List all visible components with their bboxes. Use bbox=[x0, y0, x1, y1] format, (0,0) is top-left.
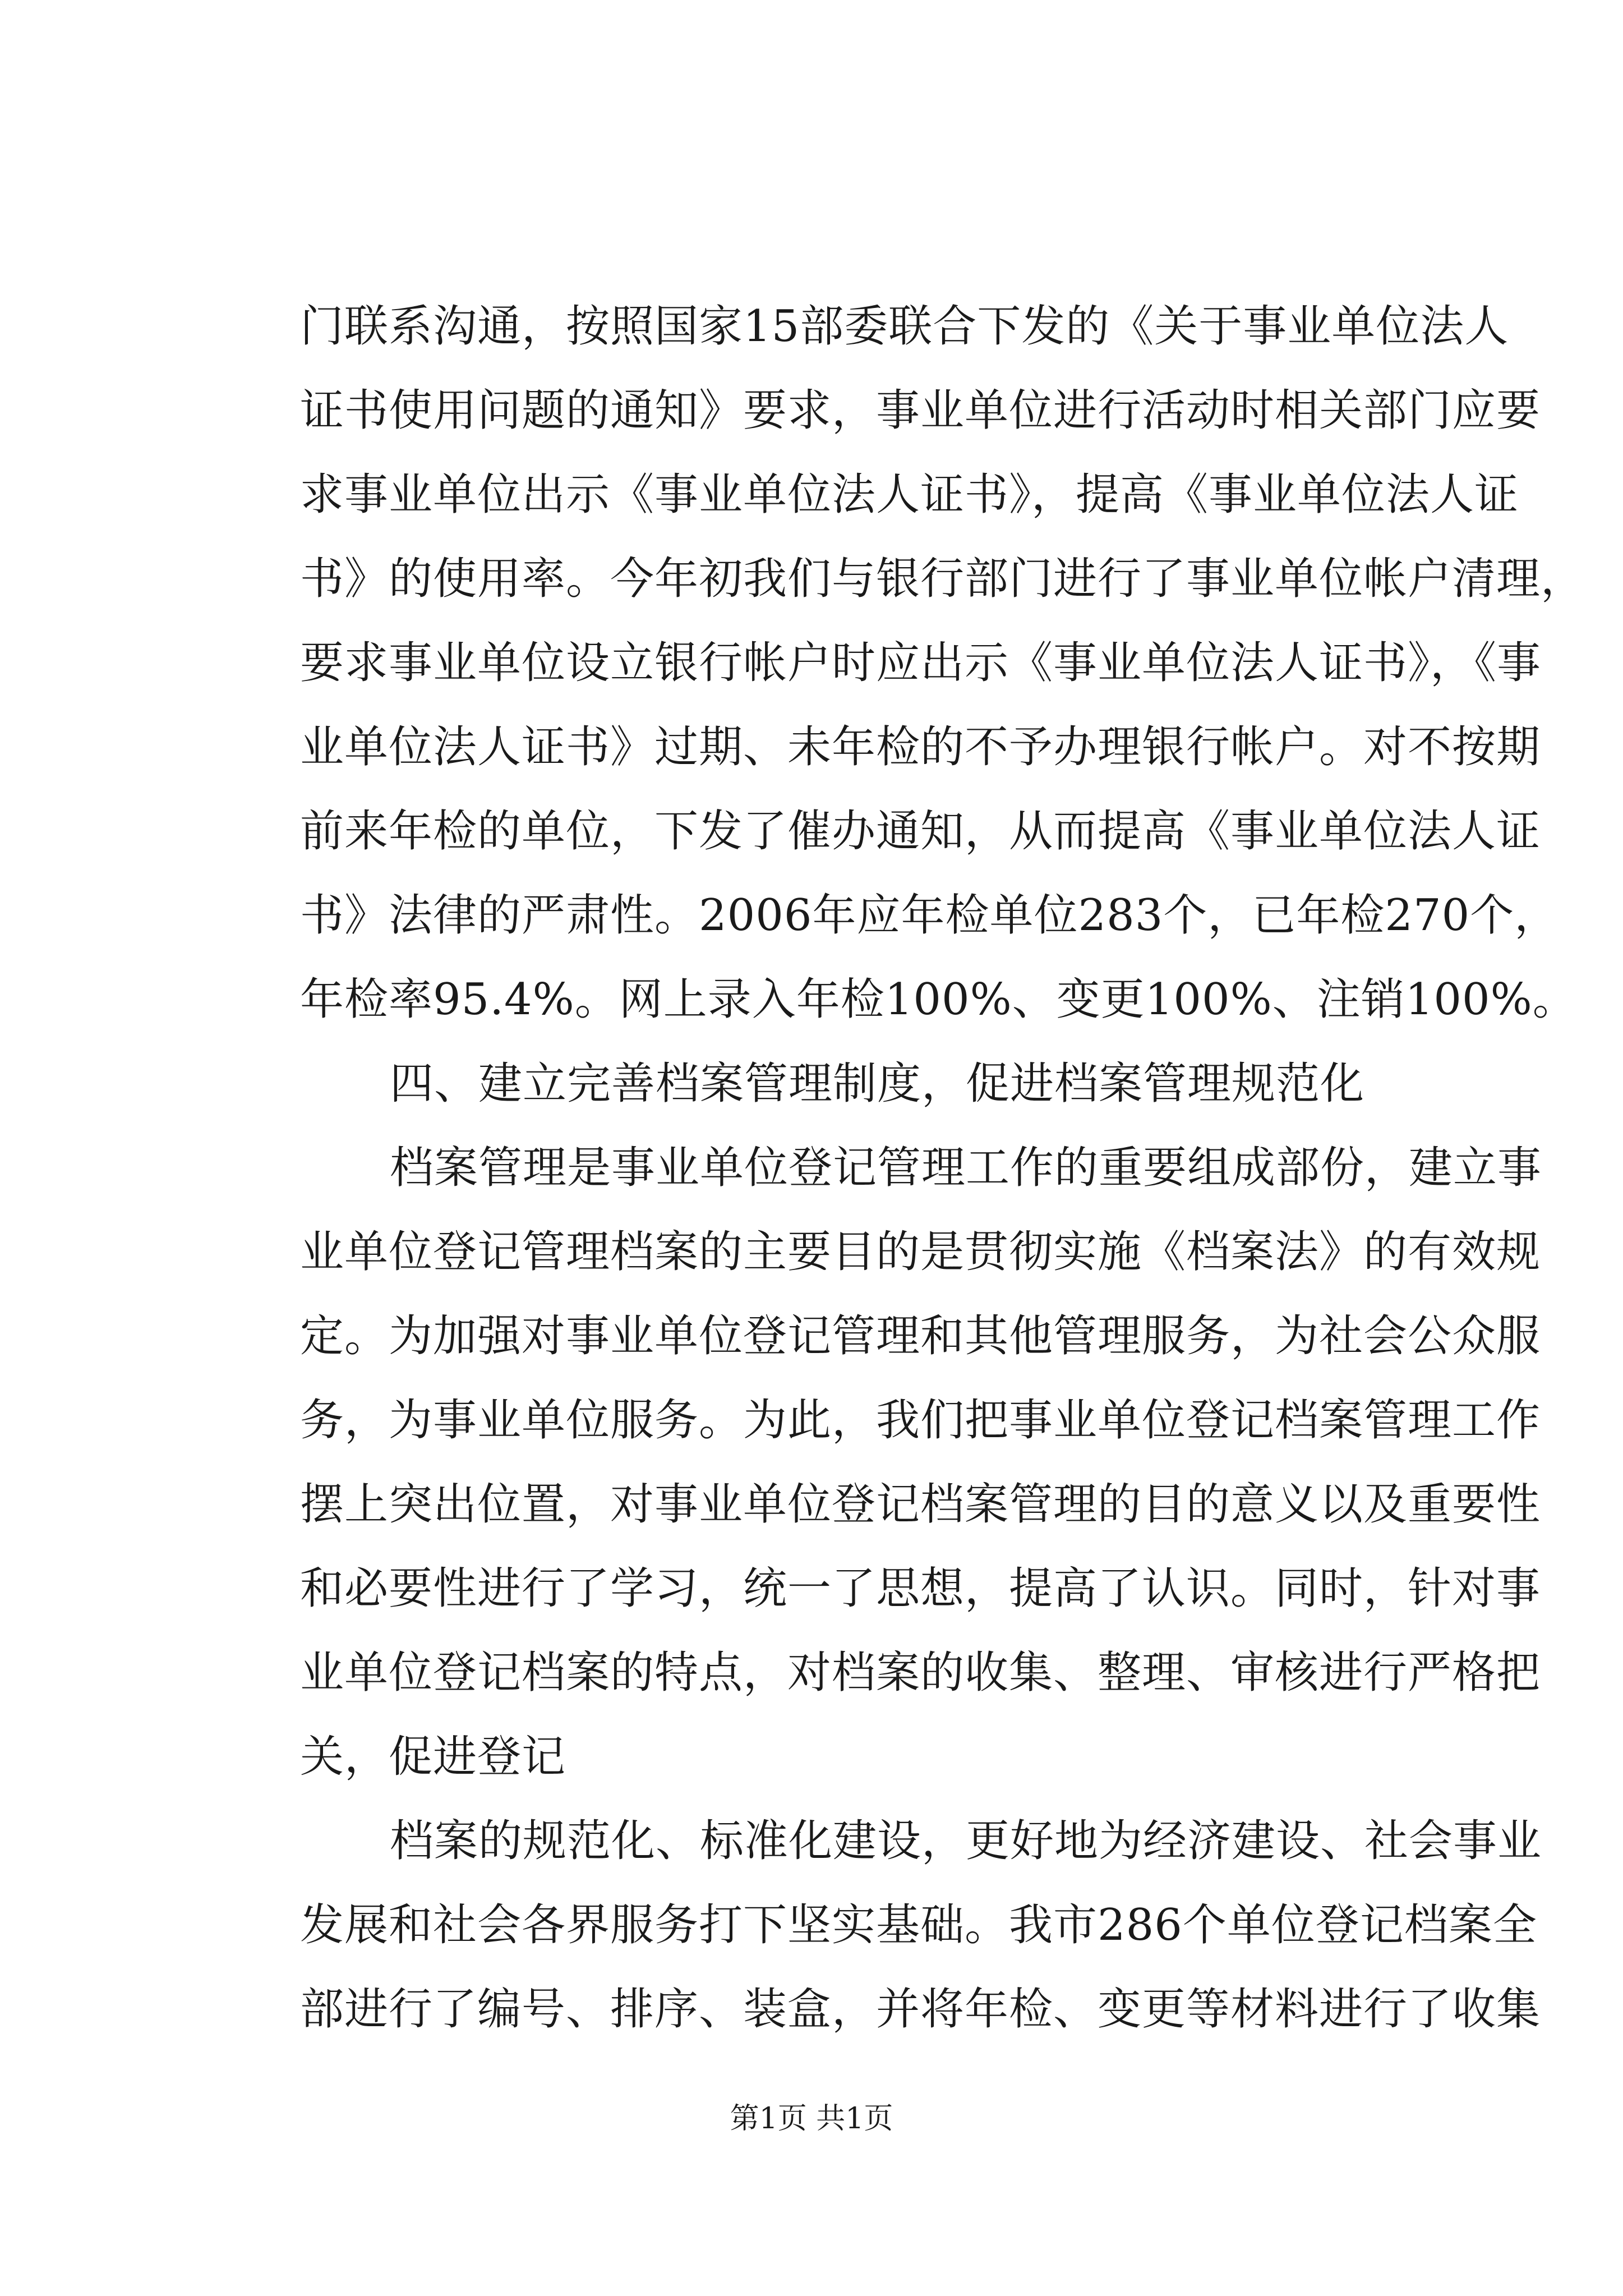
text-line: 部进行了编号、排序、装盒，并将年检、变更等材料进行了收集 bbox=[300, 1984, 1541, 2035]
text-line: 和必要性进行了学习，统一了思想，提高了认识。同时，针对事 bbox=[300, 1563, 1541, 1614]
text-line: 要求事业单位设立银行帐户时应出示《事业单位法人证书》，《事 bbox=[300, 638, 1542, 688]
text-line: 档案管理是事业单位登记管理工作的重要组成部份，建立事 bbox=[390, 1143, 1542, 1193]
page-footer: 第1页 共1页 bbox=[730, 2102, 893, 2136]
text-line: 书》的使用率。今年初我们与银行部门进行了事业单位帐户清理， bbox=[300, 554, 1585, 604]
text-line: 前来年检的单位，下发了催办通知，从而提高《事业单位法人证 bbox=[300, 806, 1541, 857]
text-line: 门联系沟通，按照国家15部委联合下发的《关于事业单位法人 bbox=[300, 301, 1509, 352]
text-line: 定。为加强对事业单位登记管理和其他管理服务，为社会公众服 bbox=[300, 1311, 1541, 1361]
text-line: 业单位登记档案的特点，对档案的收集、整理、审核进行严格把 bbox=[300, 1648, 1541, 1698]
text-line: 年检率95.4%。网上录入年检100%、变更100%、注销100%。 bbox=[300, 974, 1577, 1025]
text-line: 务，为事业单位服务。为此，我们把事业单位登记档案管理工作 bbox=[300, 1395, 1541, 1446]
text-line: 书》法律的严肃性。2006年应年检单位283个，已年检270个， bbox=[300, 890, 1559, 941]
section-heading: 四、建立完善档案管理制度，促进档案管理规范化 bbox=[390, 1059, 1365, 1109]
text-line: 摆上突出位置，对事业单位登记档案管理的目的意义以及重要性 bbox=[300, 1479, 1541, 1530]
text-line: 发展和社会各界服务打下坚实基础。我市286个单位登记档案全 bbox=[300, 1900, 1537, 1950]
text-line: 求事业单位出示《事业单位法人证书》，提高《事业单位法人证 bbox=[300, 470, 1519, 520]
text-line: 档案的规范化、标准化建设，更好地为经济建设、社会事业 bbox=[390, 1816, 1542, 1866]
text-line: 业单位法人证书》过期、未年检的不予办理银行帐户。对不按期 bbox=[300, 722, 1541, 772]
text-line: 业单位登记管理档案的主要目的是贯彻实施《档案法》的有效规 bbox=[300, 1227, 1541, 1277]
text-line: 关，促进登记 bbox=[300, 1732, 566, 1782]
text-line: 证书使用问题的通知》要求，事业单位进行活动时相关部门应要 bbox=[300, 385, 1541, 436]
